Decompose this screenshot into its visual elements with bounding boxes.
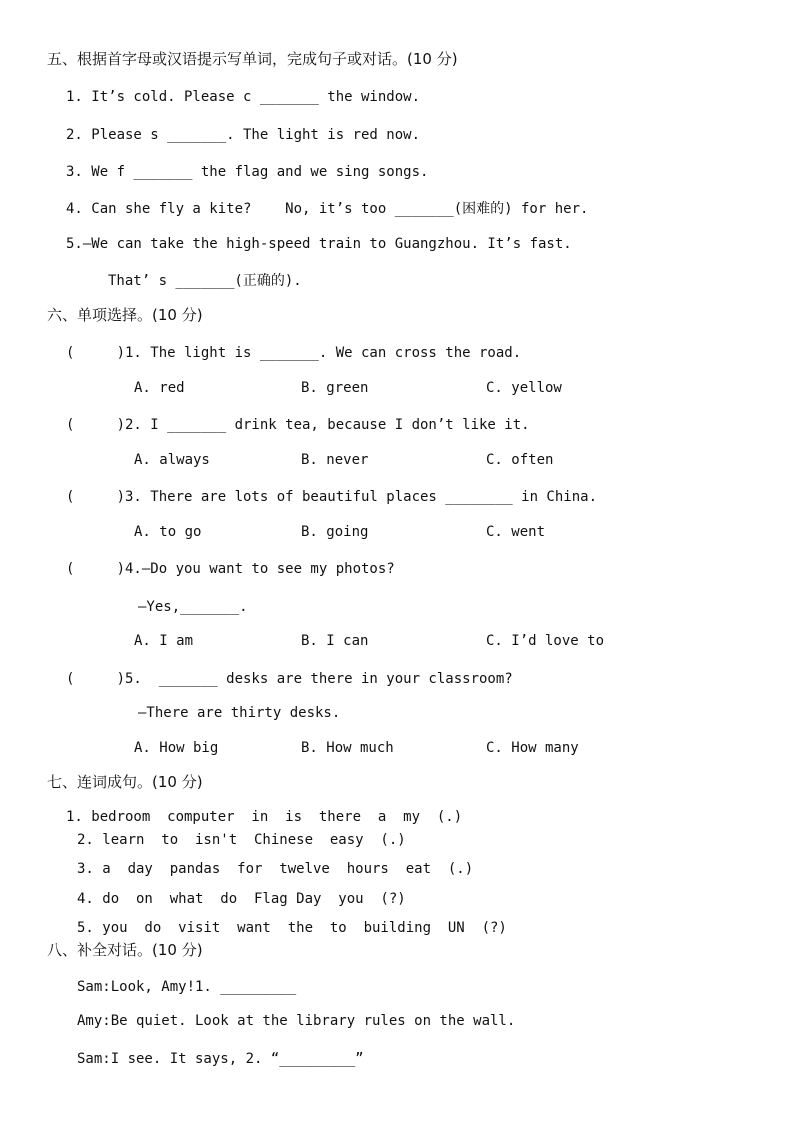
dialogue-line-3: Sam:I see. It says, 2. “_________” <box>77 1051 364 1067</box>
question-5-option-a: A. How big <box>134 740 219 756</box>
section-7-item-2: 2. learn to isn't Chinese easy (.) <box>77 832 406 848</box>
question-3-stem: ( )3. There are lots of beautiful places ________ in China. <box>66 489 598 505</box>
question-2-option-c: C. often <box>486 452 554 468</box>
section-5-item-5: 5.—We can take the high-speed train to Guangzhou. It’s fast. <box>66 236 572 252</box>
section-7-item-1: 1. bedroom computer in is there a my (.) <box>66 809 463 825</box>
section-5-item-2: 2. Please s _______. The light is red now. <box>66 127 421 143</box>
question-1-stem: ( )1. The light is _______. We can cross the road. <box>66 345 522 361</box>
question-5-reply: —There are thirty desks. <box>138 705 341 721</box>
question-3-option-b: B. going <box>301 524 369 540</box>
section-8-heading: 八、补全对话。(10 分) <box>47 941 203 959</box>
question-2-stem: ( )2. I _______ drink tea, because I don’t like it. <box>66 417 530 433</box>
section-5-item-3: 3. We f _______ the flag and we sing songs. <box>66 164 429 180</box>
question-2-option-b: B. never <box>301 452 369 468</box>
question-1-option-c: C. yellow <box>486 380 562 396</box>
question-5-option-c: C. How many <box>486 740 579 756</box>
question-3-option-c: C. went <box>486 524 546 540</box>
section-7-heading: 七、连词成句。(10 分) <box>47 773 203 791</box>
section-5-heading: 五、根据首字母或汉语提示写单词，完成句子或对话。(10 分) <box>47 50 458 68</box>
dialogue-line-2: Amy:Be quiet. Look at the library rules on the wall. <box>77 1013 516 1029</box>
question-4-option-b: B. I can <box>301 633 369 649</box>
question-4-stem: ( )4.—Do you want to see my photos? <box>66 561 395 577</box>
question-2-option-a: A. always <box>134 452 210 468</box>
question-4-option-a: A. I am <box>134 633 194 649</box>
question-4-reply: —Yes,_______. <box>138 599 248 615</box>
question-5-option-b: B. How much <box>301 740 394 756</box>
question-5-stem: ( )5. _______ desks are there in your classroom? <box>66 671 513 687</box>
section-6-heading: 六、单项选择。(10 分) <box>47 306 203 324</box>
dialogue-line-1: Sam:Look, Amy!1. _________ <box>77 979 297 995</box>
question-1-option-a: A. red <box>134 380 185 396</box>
question-3-option-a: A. to go <box>134 524 202 540</box>
section-5-item-4: 4. Can she fly a kite? No, it’s too _______(困难的) for her. <box>66 201 589 217</box>
section-7-item-5: 5. you do visit want the to building UN (?) <box>77 920 507 936</box>
question-4-option-c: C. I’d love to <box>486 633 605 649</box>
question-1-option-b: B. green <box>301 380 369 396</box>
section-5-item-5-reply: That’ s _______(正确的). <box>108 273 302 289</box>
section-5-item-1: 1. It’s cold. Please c _______ the window. <box>66 89 421 105</box>
section-7-item-3: 3. a day pandas for twelve hours eat (.) <box>77 861 474 877</box>
section-7-item-4: 4. do on what do Flag Day you (?) <box>77 891 406 907</box>
